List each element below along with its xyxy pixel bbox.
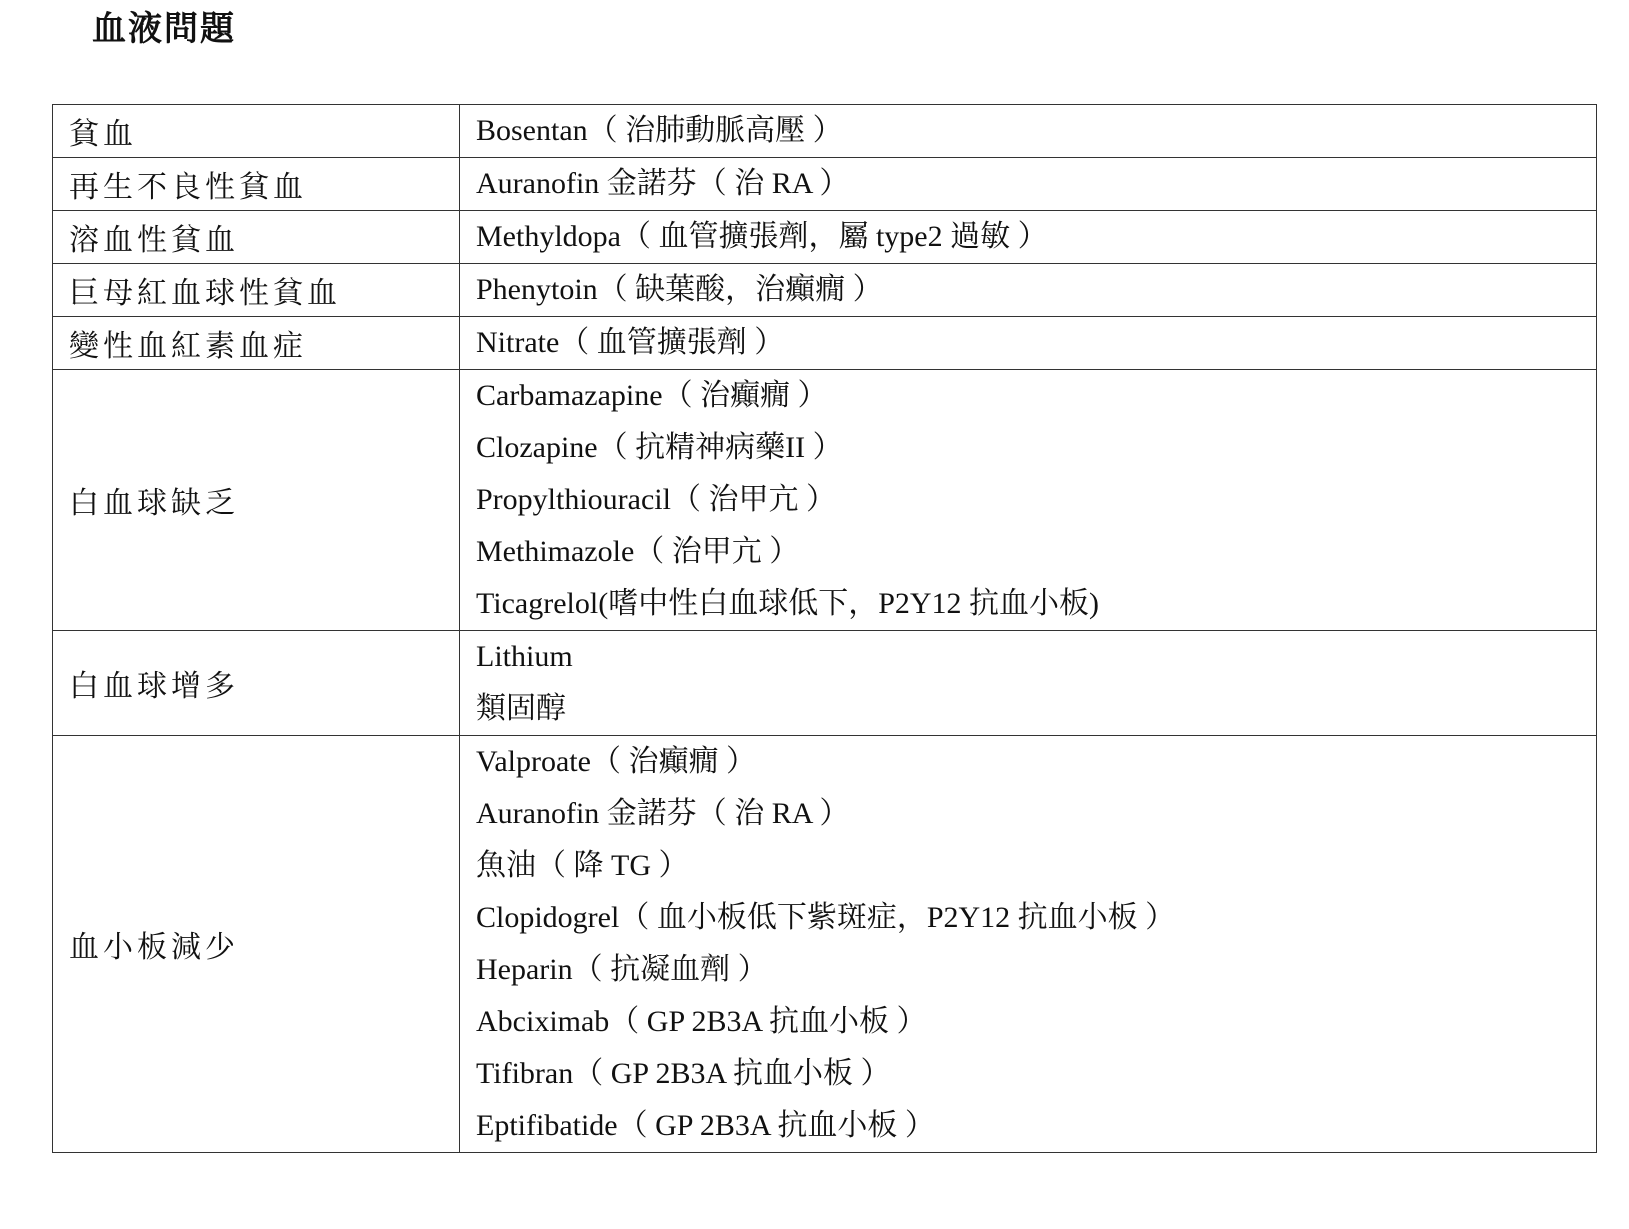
condition-cell: 巨母紅血球性貧血 <box>53 264 460 317</box>
table-row <box>53 211 1597 264</box>
drug-item: Clozapine（ 抗精神病藥II ） <box>476 431 843 464</box>
drug-item: Nitrate（ 血管擴張劑 ） <box>476 326 785 359</box>
drugs-cell <box>460 736 1597 1153</box>
drugs-cell <box>460 370 1597 631</box>
drug-item: Bosentan（ 治肺動脈高壓 ） <box>476 114 843 147</box>
drugs-cell <box>460 158 1597 211</box>
drugs-cell <box>460 264 1597 317</box>
drug-item: 類固醇 <box>476 692 566 725</box>
drug-item: Carbamazapine（ 治癲癇 ） <box>476 379 828 412</box>
drug-item: Tifibran（ GP 2B3A 抗血小板 ） <box>476 1057 891 1090</box>
drug-item: 魚油（ 降 TG ） <box>476 849 689 882</box>
drug-item: Clopidogrel（ 血小板低下紫斑症，P2Y12 抗血小板 ） <box>476 901 1176 934</box>
table-row <box>53 736 1597 1153</box>
drug-item: Methyldopa（ 血管擴張劑，屬 type2 過敏 ） <box>476 220 1048 253</box>
drug-item: Phenytoin（ 缺葉酸，治癲癇 ） <box>476 273 883 306</box>
drug-table <box>52 104 1597 1153</box>
condition-cell: 貧血 <box>53 105 460 158</box>
drugs-cell <box>460 317 1597 370</box>
table-row <box>53 264 1597 317</box>
condition-cell: 血小板減少 <box>53 736 460 1153</box>
table-row <box>53 158 1597 211</box>
drug-item: Heparin（ 抗凝血劑 ） <box>476 953 768 986</box>
drug-item: Auranofin 金諾芬（ 治 RA ） <box>476 167 850 200</box>
condition-cell: 白血球增多 <box>53 631 460 736</box>
condition-cell: 再生不良性貧血 <box>53 158 460 211</box>
drug-item: Auranofin 金諾芬（ 治 RA ） <box>476 797 850 830</box>
drug-item: Ticagrelol(嗜中性白血球低下，P2Y12 抗血小板) <box>476 587 1100 620</box>
drug-item: Propylthiouracil（ 治甲亢 ） <box>476 483 836 516</box>
condition-cell: 變性血紅素血症 <box>53 317 460 370</box>
table-row <box>53 317 1597 370</box>
drugs-cell <box>460 105 1597 158</box>
drugs-cell <box>460 631 1597 736</box>
condition-cell: 白血球缺乏 <box>53 370 460 631</box>
condition-cell: 溶血性貧血 <box>53 211 460 264</box>
table-row <box>53 631 1597 736</box>
drug-item: Methimazole（ 治甲亢 ） <box>476 535 800 568</box>
drug-item: Abciximab（ GP 2B3A 抗血小板 ） <box>476 1005 927 1038</box>
drug-item: Eptifibatide（ GP 2B3A 抗血小板 ） <box>476 1109 935 1142</box>
table-row <box>53 105 1597 158</box>
drug-item: Lithium <box>476 640 573 673</box>
table-row <box>53 370 1597 631</box>
page-title: 血液問題 <box>92 11 236 48</box>
table-body <box>53 105 1597 1153</box>
drugs-cell <box>460 211 1597 264</box>
drug-item: Valproate（ 治癲癇 ） <box>476 745 756 778</box>
